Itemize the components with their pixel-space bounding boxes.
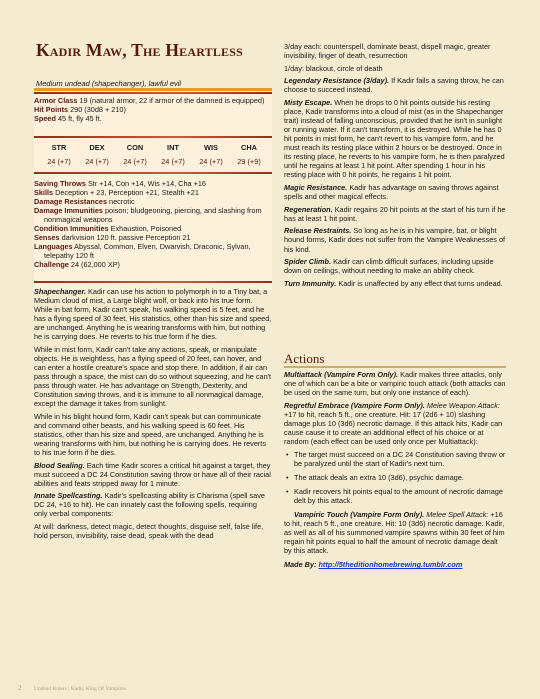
trait-release-restraints — [284, 226, 506, 253]
list-item: • The attack deals an extra 10 (3d6), psychic damage. — [284, 473, 506, 482]
trait-text: Each time Kadir scores a critical hit against a target, they must succeed a DC 24 Constitution saving throw or have all of their racial abilities and feats stripped away for 1 minute. — [34, 460, 271, 488]
trait-magic-resistance — [284, 183, 506, 201]
prop-value: Abyssal, Common, Elven, Dwarvish, Draconic, Sylvan, telepathy 120 ft — [44, 242, 251, 261]
ability-header-wis: WIS — [204, 143, 218, 152]
damage-resistances-line — [34, 197, 272, 206]
action-name: Multiattack (Vampire Form Only). — [284, 370, 399, 379]
monster-type: Medium undead (shapechanger), lawful evil — [36, 79, 182, 88]
trait-misty-escape — [284, 98, 506, 179]
prop-label: Condition Immunities — [34, 224, 109, 234]
trait-text: Kadir's spellcasting ability is Charisma (spell save DC 24, +16 to hit). He can innately cast the following spells, requiring only verbal components: — [34, 491, 265, 519]
divider-rule — [34, 281, 272, 283]
running-footer: Undead Rulers | Kadir, King Of Vampires — [34, 686, 126, 692]
trait-innate-spellcasting — [34, 491, 272, 518]
list-item: • Kadir recovers hit points equal to the amount of necrotic damage delt by this attack. — [284, 487, 506, 505]
trait-text: So long as he is in his vampire, bat, or blight hound forms, Kadir does not suffer from the Vampire Weaknesses of his kind. — [284, 226, 506, 254]
armor-class-value: 19 (natural armor, 22 if armor of the damned is equipped) — [79, 96, 265, 105]
trait-name: Magic Resistance. — [284, 183, 348, 193]
prop-value: necrotic — [109, 197, 135, 207]
prop-label: Saving Throws — [34, 179, 86, 188]
action-name: Vampiric Touch (Vampire Form Only). — [294, 510, 425, 520]
right-traits — [284, 42, 506, 291]
speed-value: 45 ft, fly 45 ft. — [57, 114, 102, 124]
trait-text: Kadir can climb difficult surfaces, including upside down on ceilings, without needing to make an ability check. — [284, 257, 494, 276]
speed-label: Speed — [34, 114, 56, 124]
ability-score-int: 24 (+7) — [161, 157, 185, 166]
attack-type: Melee Weapon Attack: — [426, 400, 500, 410]
trait-name: Shapechanger. — [34, 287, 86, 296]
languages-line — [34, 242, 272, 260]
prop-value: Exhaustion, Poisoned — [110, 224, 182, 234]
prop-value: poison; bludgeoning, piercing, and slashing from nonmagical weapons — [44, 206, 262, 225]
trait-name: Legendary Resistance (3/day). — [284, 76, 390, 86]
properties — [34, 179, 272, 269]
ability-header-int: INT — [167, 143, 179, 152]
page-number: 2 — [18, 684, 22, 692]
ability-header-str: STR — [51, 143, 67, 152]
divider-rule — [34, 136, 272, 138]
ability-headers — [40, 143, 268, 152]
hit-points-value: 290 (30d8 + 210) — [70, 105, 126, 115]
trait-name: Release Restraints. — [284, 226, 352, 236]
trait-spider-climb — [284, 257, 506, 275]
ability-score-con: 24 (+7) — [123, 157, 147, 166]
prop-value: darkvision 120 ft. passive Perception 21 — [61, 233, 191, 243]
list-item: • The target must succeed on a DC 24 Constitution saving throw or be paralyzed until the start of Kadir's next turn. — [284, 450, 506, 468]
trait-name: Turn Immunity. — [284, 278, 337, 288]
trait-text: When he drops to 0 hit points outside his resting place, Kadir transforms into a cloud of mist (as in the Shapechanger trait) instead of falling unconscious, provided that he isn't in sunlight or running water. If it can't transform, it is destroyed. While he has 0 hit points in mist form, he can't revert to his vampire form, and he must reach its resting place within 2 hours or be destroyed. Once in its resting place, he reverts to his vampire form, he is then paralyzed until he regains at least 1 hit point. After spending 1 hour in his resting place with 0 hit points, he regains 1 hit point. — [284, 98, 505, 180]
credit-link[interactable]: http://5theditionhomebrewing.tumblr.com — [318, 560, 463, 570]
ability-header-cha: CHA — [240, 143, 257, 152]
challenge-line — [34, 260, 272, 269]
actions-heading: Actions — [284, 351, 506, 368]
armor-class-line — [34, 96, 272, 105]
armor-class-label: Armor Class — [34, 96, 78, 105]
trait-legendary-resistance — [284, 76, 506, 94]
trait-text: Kadir regains 20 hit points at the start of his turn if he has at least 1 hit point. — [284, 204, 506, 223]
attack-type: Melee Spell Attack: — [426, 510, 489, 520]
divider-rule — [34, 172, 272, 174]
prop-label: Languages — [34, 242, 73, 252]
prop-value: Deception + 23, Perception +21, Stealth +21 — [55, 188, 199, 198]
trait-name: Misty Escape. — [284, 98, 333, 108]
prop-label: Senses — [34, 233, 60, 243]
speed-line — [34, 114, 272, 123]
trait-name: Innate Spellcasting. — [34, 491, 103, 501]
skills-line — [34, 188, 272, 197]
action-text: Kadir makes three attacks, only one of which can be a bite or vampiric touch attack (both attacks can be used on the same turn, but only one instance of each). — [284, 370, 506, 398]
prop-label: Damage Resistances — [34, 197, 108, 207]
senses-line — [34, 233, 272, 242]
prop-label: Damage Immunities — [34, 206, 103, 216]
trait-text: Kadir has advantage on saving throws against spells and other magical effects. — [284, 183, 499, 202]
trait-wolf-form: While in his blight hound form, Kadir can't speak but can communicate and command other beasts, and his walking speed is 60 feet. His statistics, other than his size and speed, are unchanged. Anything he is wearing transforms with him, but nothing he is carrying does. He reverts to his true form if he dies. — [34, 411, 266, 457]
action-multiattack — [284, 370, 506, 397]
trait-text: Kadir is unaffected by any effect that turns undead. — [338, 278, 503, 288]
trait-name: Blood Sealing. — [34, 460, 85, 470]
damage-immunities-line — [34, 206, 272, 224]
prop-label: Challenge — [34, 260, 69, 270]
ability-scores — [40, 157, 268, 166]
action-text: +16 to hit, reach 5 ft., one creature. Hit: 10 (3d6) necrotic damage. Kadir, as well as all of his summoned vampire spawns within 30 feet of him regain hit points equal to half the amount of necrotic damage dealt by this attack. — [284, 510, 505, 556]
trait-turn-immunity — [284, 279, 506, 288]
action-vampiric-touch — [284, 510, 506, 555]
ability-header-con: CON — [126, 143, 144, 152]
action-text: +17 to hit, reach 5 ft., one creature. Hit: 17 (2d6 + 10) slashing damage plus 10 (3d6) necrotic damage. If this attack hits, Kadir can cause cause it to create an additional effect of his choice or at random (each effect can be used only once per Multiattack): — [284, 409, 503, 446]
ability-score-dex: 24 (+7) — [85, 157, 109, 166]
ability-score-str: 24 (+7) — [47, 157, 71, 166]
action-regretful-embrace — [284, 401, 506, 446]
condition-immunities-line — [34, 224, 272, 233]
embrace-effects-list — [284, 450, 506, 505]
trait-name: Spider Climb. — [284, 257, 332, 267]
prop-value: Str +14, Con +14, Wis +14, Cha +16 — [87, 179, 206, 188]
ability-score-wis: 24 (+7) — [199, 157, 223, 166]
trait-blood-sealing — [34, 461, 272, 488]
prop-value: 24 (62,000 XP) — [70, 260, 120, 270]
trait-name: Regeneration. — [284, 204, 333, 214]
trait-text: Kadir can use his action to polymorph in to a Tiny bat, a Medium cloud of mist, a Large blight wolf, or back into his true form. While in bat form, Kadir can't speak, his walking speed is 5 feet, and he has a flying speed of 30 feet. His statistics, other than his size and speed, are unchanged. Anything he is wearing transforms with him, but nothing he is carrying does. He reverts to his true form if he dies. — [34, 287, 272, 342]
prop-label: Skills — [34, 188, 54, 198]
actions-list — [284, 370, 506, 573]
spells-3-per-day: 3/day each: counterspell, dominate beast, dispell magic, greater invisibility, finger of death, resurrection — [284, 42, 491, 61]
action-name: Regretful Embrace (Vampire Form Only). — [284, 400, 425, 410]
credit-line — [284, 560, 506, 569]
left-traits — [34, 287, 272, 544]
core-stats — [34, 96, 272, 123]
spells-at-will: At will: darkness, detect magic, detect thoughts, disguise self, false life, hold person, invisibility, raise dead, speak with the dead — [34, 522, 264, 541]
hit-points-label: Hit Points — [34, 105, 69, 115]
divider-rule — [34, 92, 272, 94]
trait-mist-form: While in mist form, Kadir can't take any actions, speak, or manipulate objects. He is weightless, has a flying speed of 20 feet, can hover, and can enter a hostile creature's space and stop there. In addition, if air can pass through a space, the mist can do so without squeezing, and he can't pass through water. He has advantage on Strength, Dexterity, and Constitution saving throws, and it is immune to all nonmagical damage, except the damage it takes from sunlight. — [34, 344, 272, 409]
hit-points-line — [34, 105, 272, 114]
saving-throws-line — [34, 179, 272, 188]
ability-score-cha: 29 (+9) — [237, 157, 261, 166]
monster-name: Kadir Maw, The Heartless — [36, 40, 244, 60]
trait-text: If Kadir fails a saving throw, he can choose to succeed instead. — [284, 76, 504, 95]
spells-1-per-day: 1/day: blackout, circle of death — [284, 63, 383, 73]
ability-header-dex: DEX — [89, 143, 105, 152]
credit-label: Made By: — [284, 560, 317, 570]
trait-shapechanger — [34, 287, 272, 341]
trait-regeneration — [284, 205, 506, 223]
